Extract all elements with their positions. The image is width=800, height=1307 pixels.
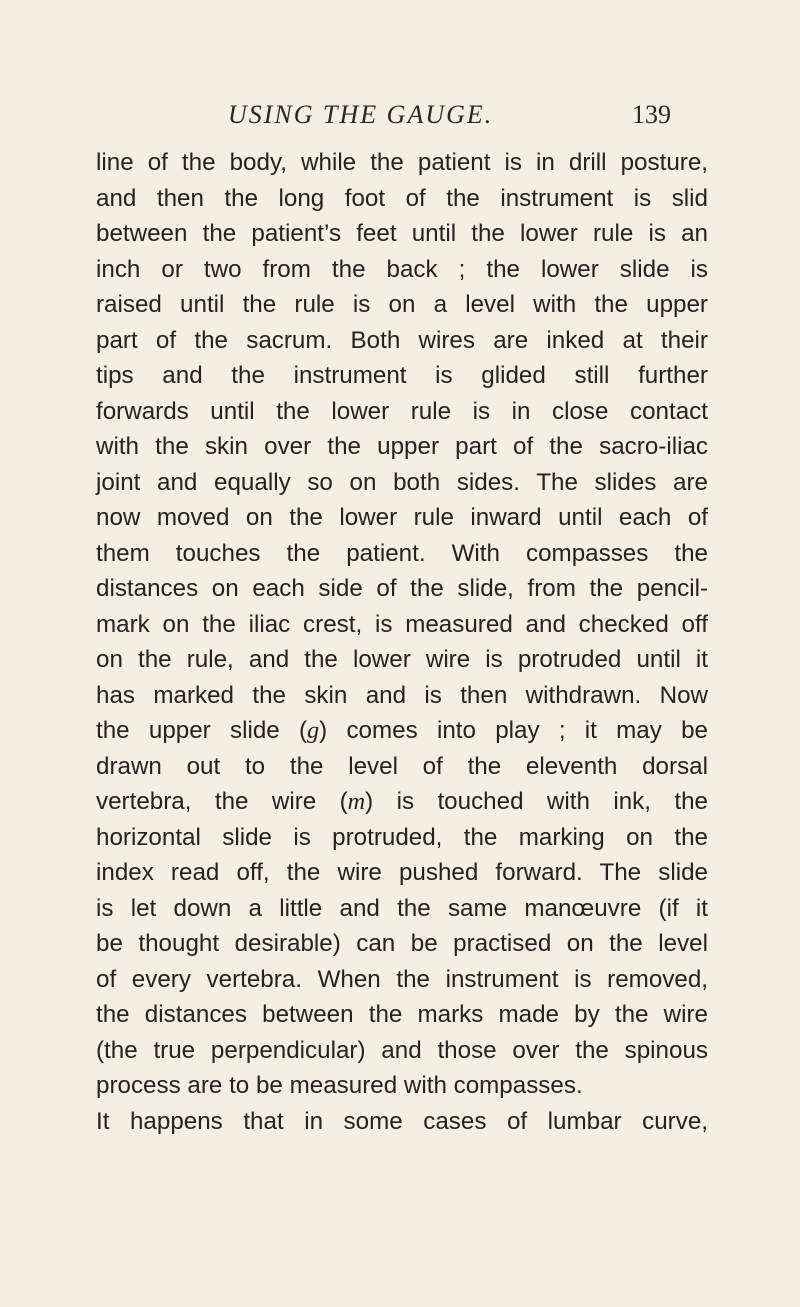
figure-reference: g [307, 717, 320, 744]
text-line: horizontal slide is protruded, the marking on the [96, 823, 708, 851]
text-line: process are to be measured with compasses. [96, 1072, 583, 1099]
text-line: be thought desirable) can be practised on the level [96, 930, 708, 957]
text-line: mark on the iliac crest, is measured and checked off [96, 610, 708, 638]
page-header [0, 100, 800, 140]
text-line: joint and equally so on both sides. The slides are [96, 468, 708, 496]
text-line: of every vertebra. When the instrument is removed, [96, 965, 708, 993]
text-line: (the true perpendicular) and those over the spinous [96, 1036, 708, 1064]
text-line: with the skin over the upper part of the sacro-iliac [96, 433, 708, 460]
text-line: part of the sacrum. Both wires are inked at their [96, 326, 708, 354]
text-line: has marked the skin and is then withdrawn. Now [96, 681, 708, 709]
text-line: and then the long foot of the instrument is slid [96, 184, 708, 212]
text-line: them touches the patient. With compasses the [96, 539, 708, 567]
text-line: forwards until the lower rule is in close contact [96, 397, 708, 425]
text-line: drawn out to the level of the eleventh dorsal [96, 752, 708, 780]
text-line: the upper slide (g) comes into play ; it may be [96, 717, 708, 744]
text-line: distances on each side of the slide, from the pencil- [96, 575, 708, 602]
text-line: is let down a little and the same manœuvre (if it [96, 894, 708, 922]
text-line: vertebra, the wire (m) is touched with ink, the [96, 788, 708, 815]
text-line: the distances between the marks made by the wire [96, 1001, 708, 1028]
text-line: on the rule, and the lower wire is protruded until it [96, 646, 708, 673]
text-line: index read off, the wire pushed forward. The slide [96, 859, 708, 886]
text-line: line of the body, while the patient is in drill posture, [96, 149, 708, 176]
figure-reference: m [347, 788, 366, 815]
running-head: USING THE GAUGE. [228, 100, 494, 129]
page-number: 139 [632, 100, 671, 129]
text-line: raised until the rule is on a level with the upper [96, 291, 708, 318]
text-line: tips and the instrument is glided still further [96, 362, 708, 389]
text-line: It happens that in some cases of lumbar curve, [96, 1107, 708, 1135]
text-line: inch or two from the back ; the lower slide is [96, 255, 708, 283]
text-line: now moved on the lower rule inward until each of [96, 504, 708, 531]
text-line: between the patient’s feet until the lower rule is an [96, 220, 708, 247]
body-text [96, 145, 708, 1139]
